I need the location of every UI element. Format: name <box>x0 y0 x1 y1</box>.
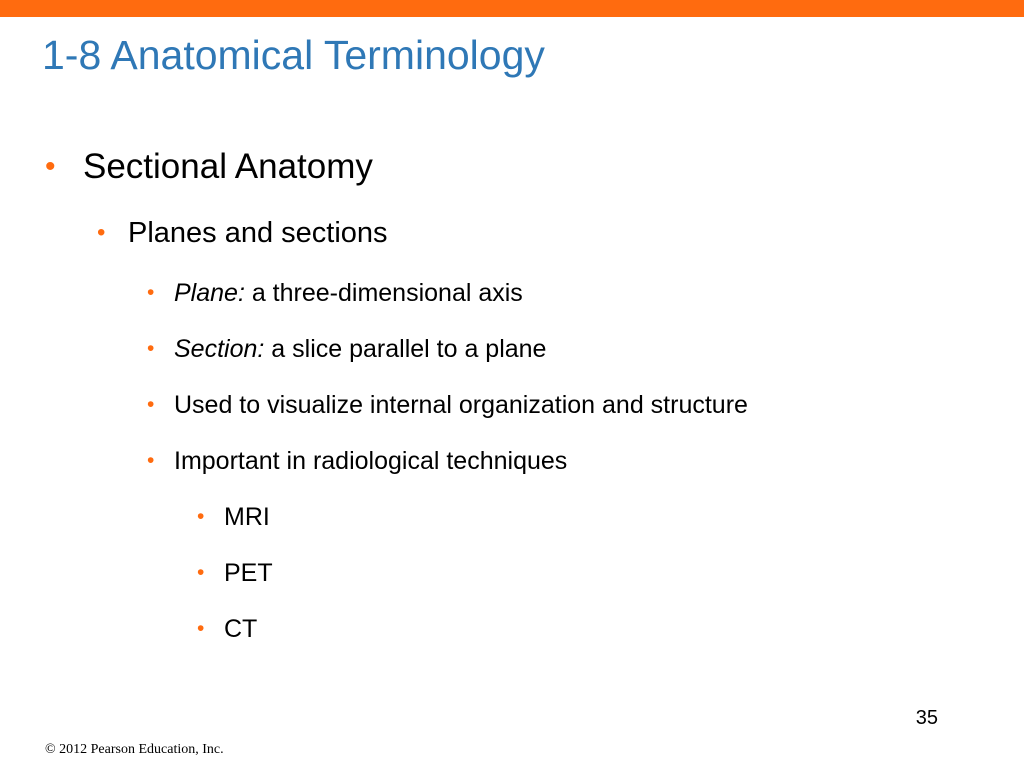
bullet-text: CT <box>224 615 258 643</box>
bullet-marker: • <box>147 281 155 304</box>
bullet-text: Important in radiological techniques <box>174 447 568 475</box>
bullet-marker: • <box>147 393 155 416</box>
bullet-item-sectional-anatomy <box>45 147 373 187</box>
bullet-item-ct <box>197 614 258 644</box>
slide-title: 1-8 Anatomical Terminology <box>42 32 545 78</box>
bullet-marker: • <box>197 617 205 640</box>
bullet-item-visualize <box>147 390 748 420</box>
bullet-text: Used to visualize internal organization and structure <box>174 391 748 419</box>
bullet-marker: • <box>197 505 205 528</box>
bullet-text: a three-dimensional axis <box>244 279 523 307</box>
bullet-text: MRI <box>224 503 270 531</box>
bullet-text: a slice parallel to a plane <box>264 335 547 363</box>
bullet-text: Planes and sections <box>128 217 388 249</box>
bullet-item-section <box>147 334 547 364</box>
copyright-notice: © 2012 Pearson Education, Inc. <box>45 742 224 757</box>
bullet-text: PET <box>224 559 273 587</box>
bullet-item-pet <box>197 558 273 588</box>
bullet-marker: • <box>97 219 106 246</box>
bullet-marker: • <box>147 337 155 360</box>
bullet-item-radiological <box>147 446 568 476</box>
bullet-item-plane <box>147 278 523 308</box>
bullet-marker: • <box>147 449 155 472</box>
slide-number: 35 <box>915 707 938 729</box>
bullet-term: Plane: <box>174 279 245 307</box>
bullet-item-planes-and-sections <box>97 216 388 250</box>
bullet-item-mri <box>197 502 270 532</box>
bullet-term: Section: <box>174 335 265 363</box>
bullet-text: Sectional Anatomy <box>83 147 373 186</box>
bullet-marker: • <box>45 150 56 183</box>
bullet-marker: • <box>197 561 205 584</box>
